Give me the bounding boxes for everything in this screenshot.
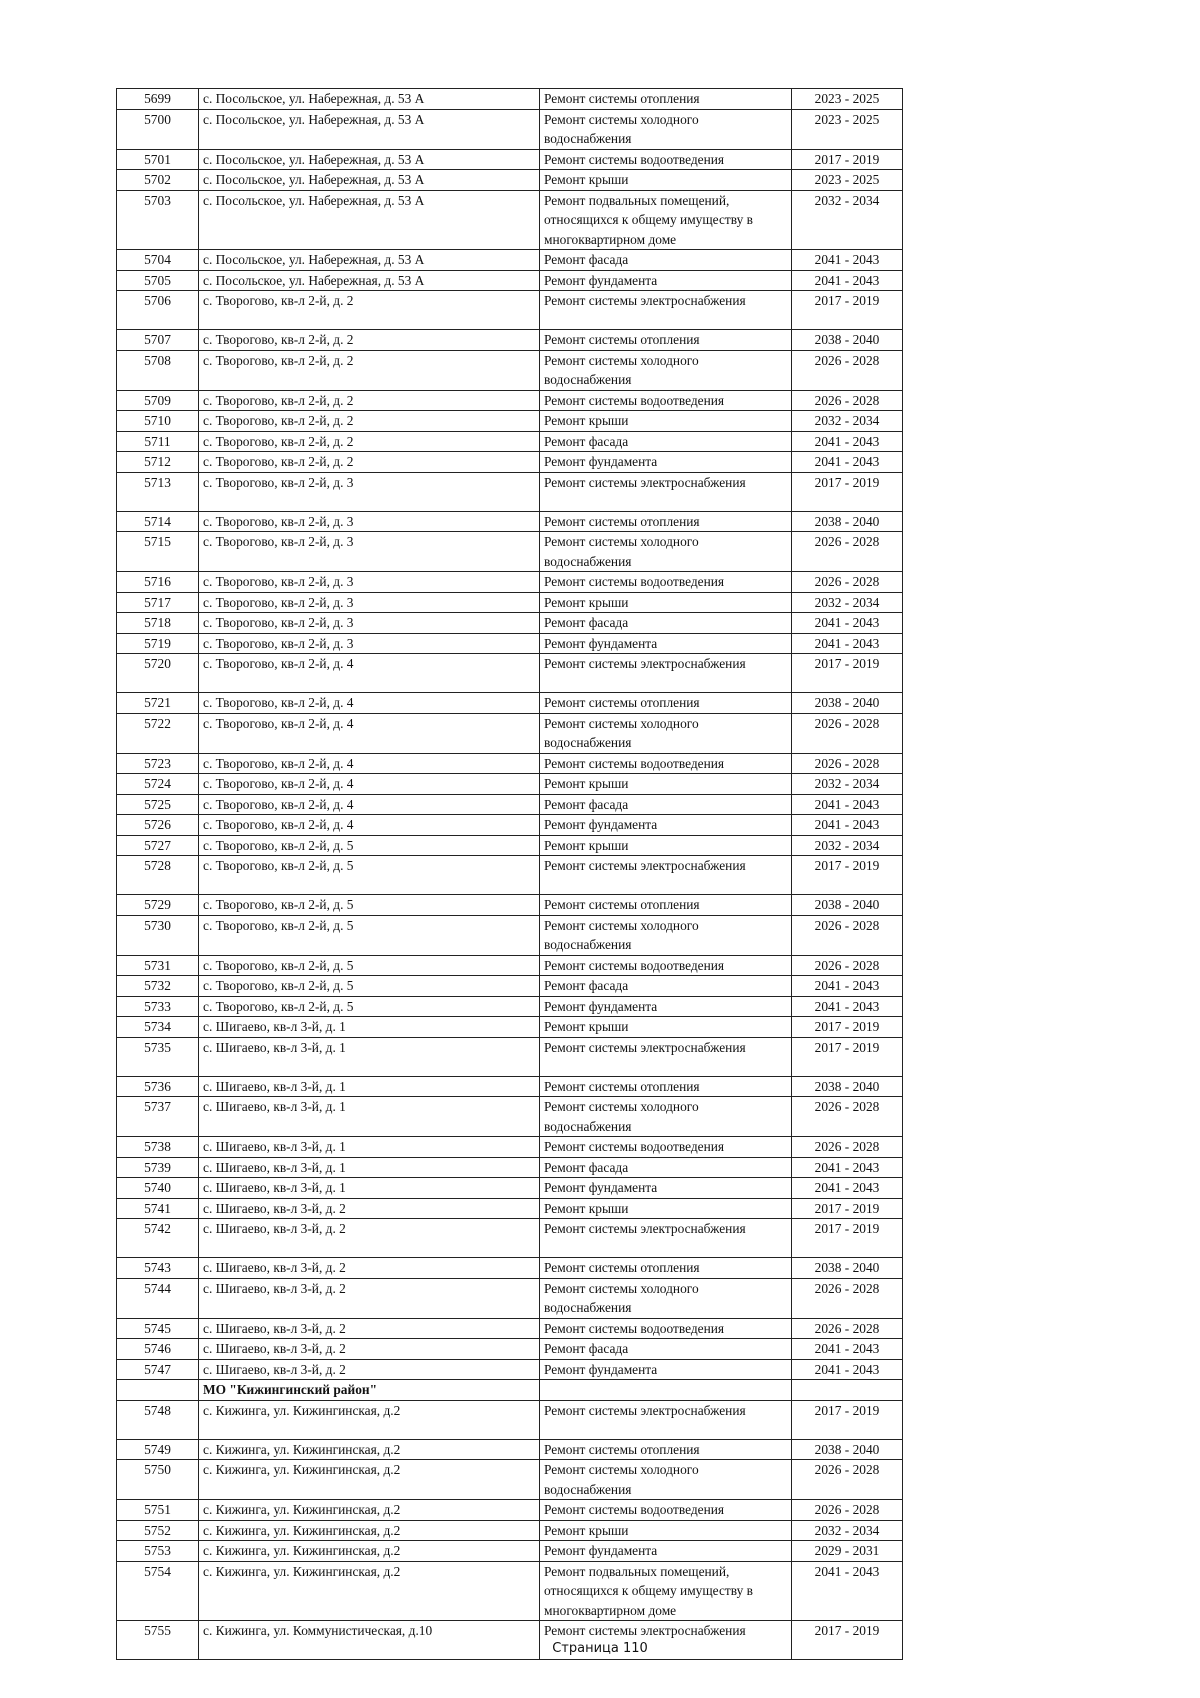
- table-row: [117, 996, 903, 1017]
- row-number-cell: 5740: [117, 1178, 199, 1199]
- address-cell: с. Творогово, кв-л 2-й, д. 2: [199, 330, 540, 351]
- address-cell: с. Кижинга, ул. Кижингинская, д.2: [199, 1439, 540, 1460]
- period-cell: 2017 - 2019: [792, 856, 903, 895]
- period-cell: 2023 - 2025: [792, 89, 903, 110]
- table-row: [117, 1439, 903, 1460]
- address-cell: с. Творогово, кв-л 2-й, д. 2: [199, 291, 540, 330]
- table-row: [117, 250, 903, 271]
- row-number-cell: 5700: [117, 109, 199, 149]
- address-cell: с. Шигаево, кв-л 3-й, д. 2: [199, 1219, 540, 1258]
- address-cell: с. Посольское, ул. Набережная, д. 53 А: [199, 109, 540, 149]
- work-type-cell: Ремонт системы холодного водоснабжения: [540, 1460, 792, 1500]
- period-cell: 2026 - 2028: [792, 350, 903, 390]
- period-cell: 2038 - 2040: [792, 511, 903, 532]
- table-row: [117, 1460, 903, 1500]
- work-type-cell: Ремонт крыши: [540, 1520, 792, 1541]
- address-cell: с. Шигаево, кв-л 3-й, д. 1: [199, 1097, 540, 1137]
- work-type-cell: Ремонт системы водоотведения: [540, 955, 792, 976]
- period-cell: 2041 - 2043: [792, 794, 903, 815]
- period-cell: 2032 - 2034: [792, 592, 903, 613]
- work-type-cell: Ремонт фасада: [540, 1339, 792, 1360]
- row-number-cell: 5721: [117, 693, 199, 714]
- section-title: МО "Кижингинский район": [199, 1380, 540, 1401]
- table-row: [117, 1017, 903, 1038]
- period-cell: 2017 - 2019: [792, 1037, 903, 1076]
- work-type-cell: Ремонт системы электроснабжения: [540, 654, 792, 693]
- address-cell: с. Кижинга, ул. Коммунистическая, д.10: [199, 1621, 540, 1660]
- work-type-cell: Ремонт фасада: [540, 1157, 792, 1178]
- period-cell: 2038 - 2040: [792, 693, 903, 714]
- row-number-cell: 5722: [117, 713, 199, 753]
- work-type-cell: Ремонт фасада: [540, 613, 792, 634]
- work-type-cell: Ремонт крыши: [540, 411, 792, 432]
- period-cell: 2026 - 2028: [792, 1500, 903, 1521]
- table-row: [117, 633, 903, 654]
- address-cell: с. Творогово, кв-л 2-й, д. 3: [199, 532, 540, 572]
- row-number-cell: 5711: [117, 431, 199, 452]
- table-row: [117, 149, 903, 170]
- table-row: [117, 170, 903, 191]
- table-row: [117, 350, 903, 390]
- period-cell: 2017 - 2019: [792, 654, 903, 693]
- work-type-cell: Ремонт системы отопления: [540, 895, 792, 916]
- row-number-cell: 5709: [117, 390, 199, 411]
- address-cell: с. Кижинга, ул. Кижингинская, д.2: [199, 1460, 540, 1500]
- work-type-cell: Ремонт подвальных помещений, относящихся к общему имуществу в многоквартирном доме: [540, 1561, 792, 1621]
- period-cell: 2023 - 2025: [792, 170, 903, 191]
- table-row: [117, 411, 903, 432]
- period-cell: 2026 - 2028: [792, 1097, 903, 1137]
- work-type-cell: Ремонт системы отопления: [540, 511, 792, 532]
- address-cell: с. Шигаево, кв-л 3-й, д. 2: [199, 1258, 540, 1279]
- row-number-cell: 5729: [117, 895, 199, 916]
- period-cell: 2032 - 2034: [792, 411, 903, 432]
- work-type-cell: Ремонт крыши: [540, 774, 792, 795]
- row-number-cell: 5752: [117, 1520, 199, 1541]
- table-row: [117, 895, 903, 916]
- address-cell: с. Творогово, кв-л 2-й, д. 4: [199, 713, 540, 753]
- work-type-cell: Ремонт системы холодного водоснабжения: [540, 109, 792, 149]
- address-cell: с. Творогово, кв-л 2-й, д. 3: [199, 613, 540, 634]
- work-type-cell: Ремонт системы отопления: [540, 330, 792, 351]
- address-cell: с. Творогово, кв-л 2-й, д. 3: [199, 592, 540, 613]
- address-cell: с. Кижинга, ул. Кижингинская, д.2: [199, 1400, 540, 1439]
- period-cell: 2017 - 2019: [792, 1400, 903, 1439]
- address-cell: с. Творогово, кв-л 2-й, д. 4: [199, 774, 540, 795]
- period-cell: 2026 - 2028: [792, 1460, 903, 1500]
- work-type-cell: Ремонт системы электроснабжения: [540, 472, 792, 511]
- row-number-cell: 5730: [117, 915, 199, 955]
- row-number-cell: 5716: [117, 572, 199, 593]
- address-cell: с. Шигаево, кв-л 3-й, д. 1: [199, 1137, 540, 1158]
- table-row: [117, 774, 903, 795]
- row-number-cell: 5736: [117, 1076, 199, 1097]
- period-cell: 2038 - 2040: [792, 330, 903, 351]
- row-number-cell: 5751: [117, 1500, 199, 1521]
- address-cell: с. Посольское, ул. Набережная, д. 53 А: [199, 250, 540, 271]
- period-cell: 2017 - 2019: [792, 1017, 903, 1038]
- work-type-cell: Ремонт крыши: [540, 835, 792, 856]
- table-row: [117, 1219, 903, 1258]
- row-number-cell: 5745: [117, 1318, 199, 1339]
- row-number-cell: 5755: [117, 1621, 199, 1660]
- address-cell: с. Шигаево, кв-л 3-й, д. 1: [199, 1017, 540, 1038]
- work-type-cell: Ремонт системы электроснабжения: [540, 1621, 792, 1660]
- period-cell: 2041 - 2043: [792, 976, 903, 997]
- address-cell: с. Посольское, ул. Набережная, д. 53 А: [199, 89, 540, 110]
- work-type-cell: Ремонт системы водоотведения: [540, 390, 792, 411]
- row-number-cell: 5718: [117, 613, 199, 634]
- address-cell: с. Творогово, кв-л 2-й, д. 5: [199, 895, 540, 916]
- work-type-cell: Ремонт фундамента: [540, 452, 792, 473]
- period-cell: 2017 - 2019: [792, 472, 903, 511]
- row-number-cell: 5719: [117, 633, 199, 654]
- address-cell: с. Творогово, кв-л 2-й, д. 4: [199, 654, 540, 693]
- row-number-cell: 5731: [117, 955, 199, 976]
- work-type-cell: Ремонт системы электроснабжения: [540, 1037, 792, 1076]
- table-row: [117, 1097, 903, 1137]
- address-cell: с. Творогово, кв-л 2-й, д. 4: [199, 794, 540, 815]
- table-row: [117, 915, 903, 955]
- row-number-cell: 5720: [117, 654, 199, 693]
- address-cell: с. Шигаево, кв-л 3-й, д. 1: [199, 1178, 540, 1199]
- period-cell: 2017 - 2019: [792, 1219, 903, 1258]
- work-type-cell: Ремонт системы холодного водоснабжения: [540, 713, 792, 753]
- row-number-cell: 5737: [117, 1097, 199, 1137]
- period-cell: 2026 - 2028: [792, 713, 903, 753]
- work-type-cell: Ремонт системы водоотведения: [540, 753, 792, 774]
- row-number-cell: 5727: [117, 835, 199, 856]
- work-type-cell: Ремонт системы холодного водоснабжения: [540, 532, 792, 572]
- table-row: [117, 976, 903, 997]
- address-cell: с. Шигаево, кв-л 3-й, д. 2: [199, 1339, 540, 1360]
- period-cell: 2038 - 2040: [792, 1076, 903, 1097]
- table-row: [117, 270, 903, 291]
- row-number-cell: 5747: [117, 1359, 199, 1380]
- row-number-cell: 5741: [117, 1198, 199, 1219]
- period-cell: 2026 - 2028: [792, 532, 903, 572]
- row-number-cell: 5712: [117, 452, 199, 473]
- table-row: [117, 1359, 903, 1380]
- period-cell: 2041 - 2043: [792, 250, 903, 271]
- period-cell: 2041 - 2043: [792, 815, 903, 836]
- row-number-cell: 5744: [117, 1278, 199, 1318]
- table-row: [117, 1561, 903, 1621]
- row-number-cell: 5699: [117, 89, 199, 110]
- address-cell: с. Творогово, кв-л 2-й, д. 3: [199, 472, 540, 511]
- period-cell: [792, 1380, 903, 1401]
- table-row: [117, 713, 903, 753]
- table-row: [117, 330, 903, 351]
- address-cell: с. Творогово, кв-л 2-й, д. 2: [199, 452, 540, 473]
- period-cell: 2041 - 2043: [792, 1359, 903, 1380]
- work-type-cell: Ремонт системы водоотведения: [540, 149, 792, 170]
- table-row: [117, 815, 903, 836]
- work-type-cell: Ремонт крыши: [540, 592, 792, 613]
- row-number-cell: 5714: [117, 511, 199, 532]
- table-row: [117, 1520, 903, 1541]
- table-row: [117, 472, 903, 511]
- row-number-cell: 5739: [117, 1157, 199, 1178]
- row-number-cell: 5748: [117, 1400, 199, 1439]
- work-type-cell: Ремонт фасада: [540, 431, 792, 452]
- table-row: [117, 390, 903, 411]
- address-cell: с. Творогово, кв-л 2-й, д. 4: [199, 753, 540, 774]
- period-cell: 2041 - 2043: [792, 1178, 903, 1199]
- address-cell: с. Посольское, ул. Набережная, д. 53 А: [199, 149, 540, 170]
- work-type-cell: Ремонт фундамента: [540, 1541, 792, 1562]
- work-type-cell: Ремонт системы холодного водоснабжения: [540, 350, 792, 390]
- work-type-cell: Ремонт крыши: [540, 170, 792, 191]
- work-type-cell: Ремонт фундамента: [540, 1359, 792, 1380]
- period-cell: 2026 - 2028: [792, 1318, 903, 1339]
- address-cell: с. Шигаево, кв-л 3-й, д. 2: [199, 1198, 540, 1219]
- address-cell: с. Творогово, кв-л 2-й, д. 3: [199, 572, 540, 593]
- work-type-cell: Ремонт системы отопления: [540, 1076, 792, 1097]
- work-type-cell: Ремонт системы электроснабжения: [540, 291, 792, 330]
- work-type-cell: Ремонт системы холодного водоснабжения: [540, 915, 792, 955]
- work-type-cell: Ремонт крыши: [540, 1017, 792, 1038]
- period-cell: 2041 - 2043: [792, 270, 903, 291]
- address-cell: с. Творогово, кв-л 2-й, д. 2: [199, 431, 540, 452]
- work-type-cell: Ремонт системы холодного водоснабжения: [540, 1097, 792, 1137]
- address-cell: с. Посольское, ул. Набережная, д. 53 А: [199, 190, 540, 250]
- table-row: [117, 794, 903, 815]
- row-number-cell: [117, 1380, 199, 1401]
- table-body: [117, 89, 903, 1660]
- table-row: [117, 431, 903, 452]
- work-type-cell: Ремонт системы водоотведения: [540, 1137, 792, 1158]
- address-cell: с. Творогово, кв-л 2-й, д. 4: [199, 815, 540, 836]
- row-number-cell: 5707: [117, 330, 199, 351]
- table-row: [117, 511, 903, 532]
- work-type-cell: Ремонт системы электроснабжения: [540, 1400, 792, 1439]
- work-type-cell: Ремонт фундамента: [540, 996, 792, 1017]
- row-number-cell: 5723: [117, 753, 199, 774]
- address-cell: с. Посольское, ул. Набережная, д. 53 А: [199, 170, 540, 191]
- period-cell: 2041 - 2043: [792, 1561, 903, 1621]
- table-row: [117, 1500, 903, 1521]
- table-row: [117, 955, 903, 976]
- row-number-cell: 5708: [117, 350, 199, 390]
- address-cell: с. Шигаево, кв-л 3-й, д. 1: [199, 1076, 540, 1097]
- row-number-cell: 5706: [117, 291, 199, 330]
- table-row: [117, 572, 903, 593]
- page-number: Страница 110: [552, 1641, 648, 1656]
- period-cell: 2026 - 2028: [792, 753, 903, 774]
- period-cell: 2026 - 2028: [792, 955, 903, 976]
- row-number-cell: 5728: [117, 856, 199, 895]
- work-type-cell: Ремонт системы водоотведения: [540, 572, 792, 593]
- period-cell: 2041 - 2043: [792, 452, 903, 473]
- row-number-cell: 5746: [117, 1339, 199, 1360]
- table-row: [117, 1076, 903, 1097]
- row-number-cell: 5735: [117, 1037, 199, 1076]
- period-cell: 2026 - 2028: [792, 915, 903, 955]
- period-cell: 2026 - 2028: [792, 390, 903, 411]
- address-cell: с. Шигаево, кв-л 3-й, д. 1: [199, 1037, 540, 1076]
- table-row: [117, 109, 903, 149]
- period-cell: 2038 - 2040: [792, 1258, 903, 1279]
- address-cell: с. Творогово, кв-л 2-й, д. 5: [199, 996, 540, 1017]
- work-type-cell: Ремонт системы водоотведения: [540, 1318, 792, 1339]
- work-type-cell: Ремонт фундамента: [540, 1178, 792, 1199]
- work-type-cell: Ремонт фундамента: [540, 633, 792, 654]
- work-type-cell: Ремонт системы электроснабжения: [540, 856, 792, 895]
- address-cell: с. Кижинга, ул. Кижингинская, д.2: [199, 1561, 540, 1621]
- address-cell: с. Творогово, кв-л 2-й, д. 5: [199, 856, 540, 895]
- row-number-cell: 5701: [117, 149, 199, 170]
- period-cell: 2017 - 2019: [792, 1621, 903, 1660]
- row-number-cell: 5710: [117, 411, 199, 432]
- period-cell: 2026 - 2028: [792, 1137, 903, 1158]
- row-number-cell: 5705: [117, 270, 199, 291]
- row-number-cell: 5724: [117, 774, 199, 795]
- row-number-cell: 5750: [117, 1460, 199, 1500]
- table-row: [117, 89, 903, 110]
- row-number-cell: 5742: [117, 1219, 199, 1258]
- period-cell: 2038 - 2040: [792, 1439, 903, 1460]
- row-number-cell: 5702: [117, 170, 199, 191]
- period-cell: 2032 - 2034: [792, 774, 903, 795]
- row-number-cell: 5734: [117, 1017, 199, 1038]
- table-row: [117, 753, 903, 774]
- row-number-cell: 5738: [117, 1137, 199, 1158]
- work-type-cell: Ремонт фундамента: [540, 815, 792, 836]
- work-type-cell: Ремонт системы отопления: [540, 1439, 792, 1460]
- row-number-cell: 5753: [117, 1541, 199, 1562]
- period-cell: 2017 - 2019: [792, 149, 903, 170]
- period-cell: 2041 - 2043: [792, 996, 903, 1017]
- period-cell: 2041 - 2043: [792, 633, 903, 654]
- period-cell: 2029 - 2031: [792, 1541, 903, 1562]
- table-row: [117, 1157, 903, 1178]
- period-cell: 2017 - 2019: [792, 291, 903, 330]
- table-row: [117, 856, 903, 895]
- address-cell: с. Творогово, кв-л 2-й, д. 5: [199, 976, 540, 997]
- address-cell: с. Кижинга, ул. Кижингинская, д.2: [199, 1520, 540, 1541]
- work-type-cell: Ремонт системы водоотведения: [540, 1500, 792, 1521]
- work-type-cell: Ремонт системы электроснабжения: [540, 1219, 792, 1258]
- work-type-cell: Ремонт фасада: [540, 976, 792, 997]
- period-cell: 2041 - 2043: [792, 1157, 903, 1178]
- address-cell: с. Творогово, кв-л 2-й, д. 5: [199, 915, 540, 955]
- table-row: [117, 1278, 903, 1318]
- row-number-cell: 5726: [117, 815, 199, 836]
- address-cell: с. Кижинга, ул. Кижингинская, д.2: [199, 1500, 540, 1521]
- period-cell: 2038 - 2040: [792, 895, 903, 916]
- table-row: [117, 1318, 903, 1339]
- address-cell: с. Шигаево, кв-л 3-й, д. 2: [199, 1359, 540, 1380]
- row-number-cell: 5703: [117, 190, 199, 250]
- table-row: [117, 1339, 903, 1360]
- table-row: [117, 835, 903, 856]
- period-cell: 2017 - 2019: [792, 1198, 903, 1219]
- address-cell: с. Творогово, кв-л 2-й, д. 3: [199, 633, 540, 654]
- work-type-cell: Ремонт системы отопления: [540, 693, 792, 714]
- period-cell: 2032 - 2034: [792, 190, 903, 250]
- row-number-cell: 5733: [117, 996, 199, 1017]
- work-type-cell: Ремонт крыши: [540, 1198, 792, 1219]
- repair-schedule-table: [116, 88, 903, 1660]
- period-cell: 2026 - 2028: [792, 1278, 903, 1318]
- work-type-cell: Ремонт системы холодного водоснабжения: [540, 1278, 792, 1318]
- table-row: [117, 532, 903, 572]
- table-row: [117, 613, 903, 634]
- address-cell: с. Кижинга, ул. Кижингинская, д.2: [199, 1541, 540, 1562]
- address-cell: с. Творогово, кв-л 2-й, д. 4: [199, 693, 540, 714]
- period-cell: 2041 - 2043: [792, 613, 903, 634]
- address-cell: с. Творогово, кв-л 2-й, д. 5: [199, 955, 540, 976]
- work-type-cell: Ремонт системы отопления: [540, 1258, 792, 1279]
- period-cell: 2032 - 2034: [792, 1520, 903, 1541]
- row-number-cell: 5743: [117, 1258, 199, 1279]
- address-cell: с. Шигаево, кв-л 3-й, д. 1: [199, 1157, 540, 1178]
- table-row: [117, 654, 903, 693]
- row-number-cell: 5754: [117, 1561, 199, 1621]
- address-cell: с. Творогово, кв-л 2-й, д. 2: [199, 350, 540, 390]
- table-row: [117, 1400, 903, 1439]
- table-row: [117, 1198, 903, 1219]
- address-cell: с. Шигаево, кв-л 3-й, д. 2: [199, 1278, 540, 1318]
- table-row: [117, 693, 903, 714]
- work-type-cell: Ремонт фасада: [540, 794, 792, 815]
- table-row: [117, 1541, 903, 1562]
- period-cell: 2026 - 2028: [792, 572, 903, 593]
- address-cell: с. Творогово, кв-л 2-й, д. 2: [199, 390, 540, 411]
- period-cell: 2032 - 2034: [792, 835, 903, 856]
- row-number-cell: 5704: [117, 250, 199, 271]
- address-cell: с. Посольское, ул. Набережная, д. 53 А: [199, 270, 540, 291]
- address-cell: с. Творогово, кв-л 2-й, д. 3: [199, 511, 540, 532]
- row-number-cell: 5713: [117, 472, 199, 511]
- row-number-cell: 5715: [117, 532, 199, 572]
- work-type-cell: Ремонт фасада: [540, 250, 792, 271]
- address-cell: с. Творогово, кв-л 2-й, д. 5: [199, 835, 540, 856]
- row-number-cell: 5749: [117, 1439, 199, 1460]
- period-cell: 2041 - 2043: [792, 1339, 903, 1360]
- table-row: [117, 1258, 903, 1279]
- table-row: [117, 1178, 903, 1199]
- period-cell: 2023 - 2025: [792, 109, 903, 149]
- period-cell: 2041 - 2043: [792, 431, 903, 452]
- table-row: [117, 452, 903, 473]
- address-cell: с. Шигаево, кв-л 3-й, д. 2: [199, 1318, 540, 1339]
- section-row: [117, 1380, 903, 1401]
- table-row: [117, 1137, 903, 1158]
- row-number-cell: 5732: [117, 976, 199, 997]
- row-number-cell: 5717: [117, 592, 199, 613]
- table-row: [117, 1037, 903, 1076]
- row-number-cell: 5725: [117, 794, 199, 815]
- table-row: [117, 592, 903, 613]
- table-row: [117, 190, 903, 250]
- work-type-cell: Ремонт системы отопления: [540, 89, 792, 110]
- address-cell: с. Творогово, кв-л 2-й, д. 2: [199, 411, 540, 432]
- work-type-cell: [540, 1380, 792, 1401]
- work-type-cell: Ремонт подвальных помещений, относящихся к общему имуществу в многоквартирном доме: [540, 190, 792, 250]
- table-row: [117, 291, 903, 330]
- work-type-cell: Ремонт фундамента: [540, 270, 792, 291]
